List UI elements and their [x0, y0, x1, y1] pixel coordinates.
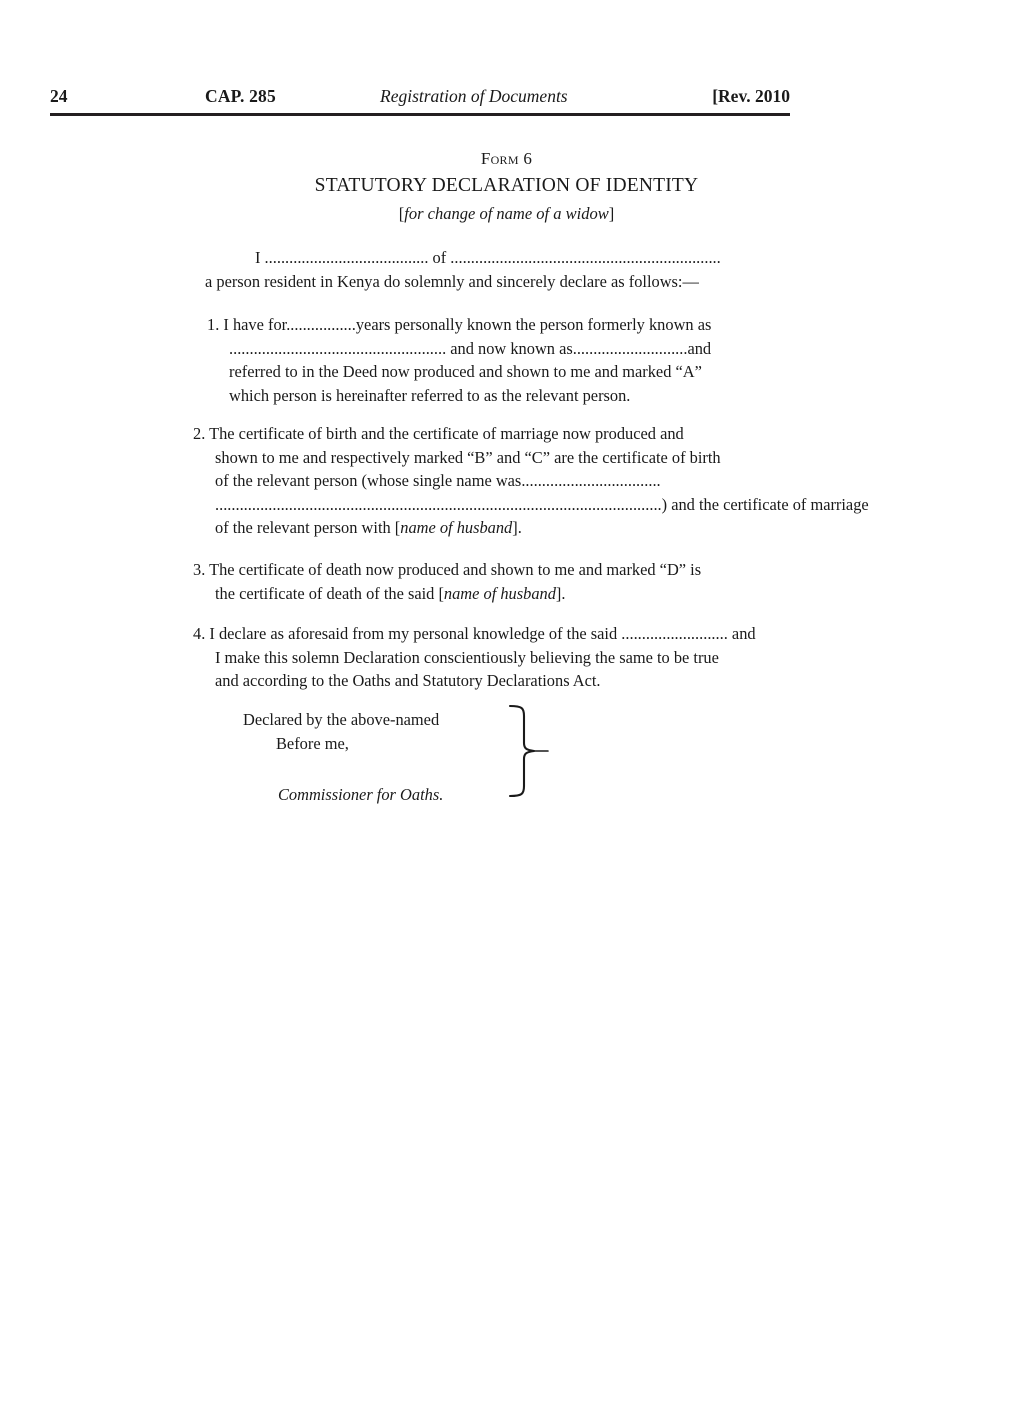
form-subheading — [0, 202, 1013, 226]
clause-4-line-1: 4. I declare as aforesaid from my personal knowledge of the said .......................... and — [193, 624, 756, 643]
clause-3 — [193, 558, 893, 605]
form-title-block — [0, 148, 1013, 226]
header-page-number: 24 — [50, 86, 68, 106]
commissioner-for-oaths-line: Commissioner for Oaths. — [278, 785, 444, 804]
declared-by-line: Declared by the above-named — [243, 710, 440, 729]
clause-4-line-2: I make this solemn Declaration conscientiously believing the same to be true — [215, 647, 719, 667]
form-number-label: Form 6 — [480, 149, 533, 168]
clause-3-line-2-prefix: the certificate of death of the said [ — [215, 583, 444, 603]
running-header — [50, 84, 790, 112]
header-chapter-reference: CAP. 285 — [205, 86, 276, 106]
clause-1-line-2: ..................................................... and now known as............................and — [229, 338, 712, 358]
clause-3-line-2-suffix: ]. — [555, 583, 566, 603]
before-me-line: Before me, — [276, 733, 349, 753]
form-subheading-text: for change of name of a widow — [404, 204, 609, 223]
signature-brace-icon — [500, 702, 556, 800]
form-subheading-open-bracket: [ — [398, 204, 405, 223]
header-document-title: Registration of Documents — [380, 86, 568, 106]
clause-4-line-3: and according to the Oaths and Statutory Declarations Act. — [215, 671, 601, 690]
clause-2 — [193, 422, 993, 540]
clause-4 — [193, 622, 893, 693]
clause-3-line-1: 3. The certificate of death now produced and shown to me and marked “D” is — [193, 560, 702, 579]
intro-line-name-and-address: I ........................................ of .................................................................. — [255, 248, 721, 267]
clause-1-line-4: which person is hereinafter referred to as the relevant person. — [229, 385, 631, 405]
header-revision-year: [Rev. 2010 — [712, 86, 790, 106]
form-subheading-close-bracket: ] — [608, 204, 615, 223]
clause-1-line-1: 1. I have for.................years personally known the person formerly known as — [207, 315, 712, 334]
clause-2-line-5-prefix: of the relevant person with [ — [215, 518, 401, 537]
clause-1 — [207, 313, 997, 407]
clause-2-line-5-suffix: ]. — [512, 518, 522, 537]
intro-line-residency: a person resident in Kenya do solemnly and sincerely declare as follows:— — [205, 271, 699, 291]
clause-2-husband-placeholder: name of husband — [400, 518, 513, 537]
clause-2-line-2: shown to me and respectively marked “B” and “C” are the certificate of birth — [215, 447, 721, 467]
declaration-intro-paragraph — [205, 246, 995, 293]
header-divider-rule — [50, 113, 790, 116]
clause-3-line-2 — [193, 582, 893, 606]
clause-1-line-3: referred to in the Deed now produced and shown to me and marked “A” — [229, 362, 702, 381]
clause-3-husband-placeholder: name of husband — [443, 583, 556, 603]
clause-2-line-4: .............................................................................................................) and the certificate of marriage — [215, 494, 869, 514]
clause-2-line-3: of the relevant person (whose single name was.................................. — [215, 471, 661, 490]
clause-2-line-5 — [193, 516, 993, 540]
clause-2-line-1: 2. The certificate of birth and the certificate of marriage now produced and — [193, 424, 684, 443]
form-heading: STATUTORY DECLARATION OF IDENTITY — [314, 175, 699, 196]
